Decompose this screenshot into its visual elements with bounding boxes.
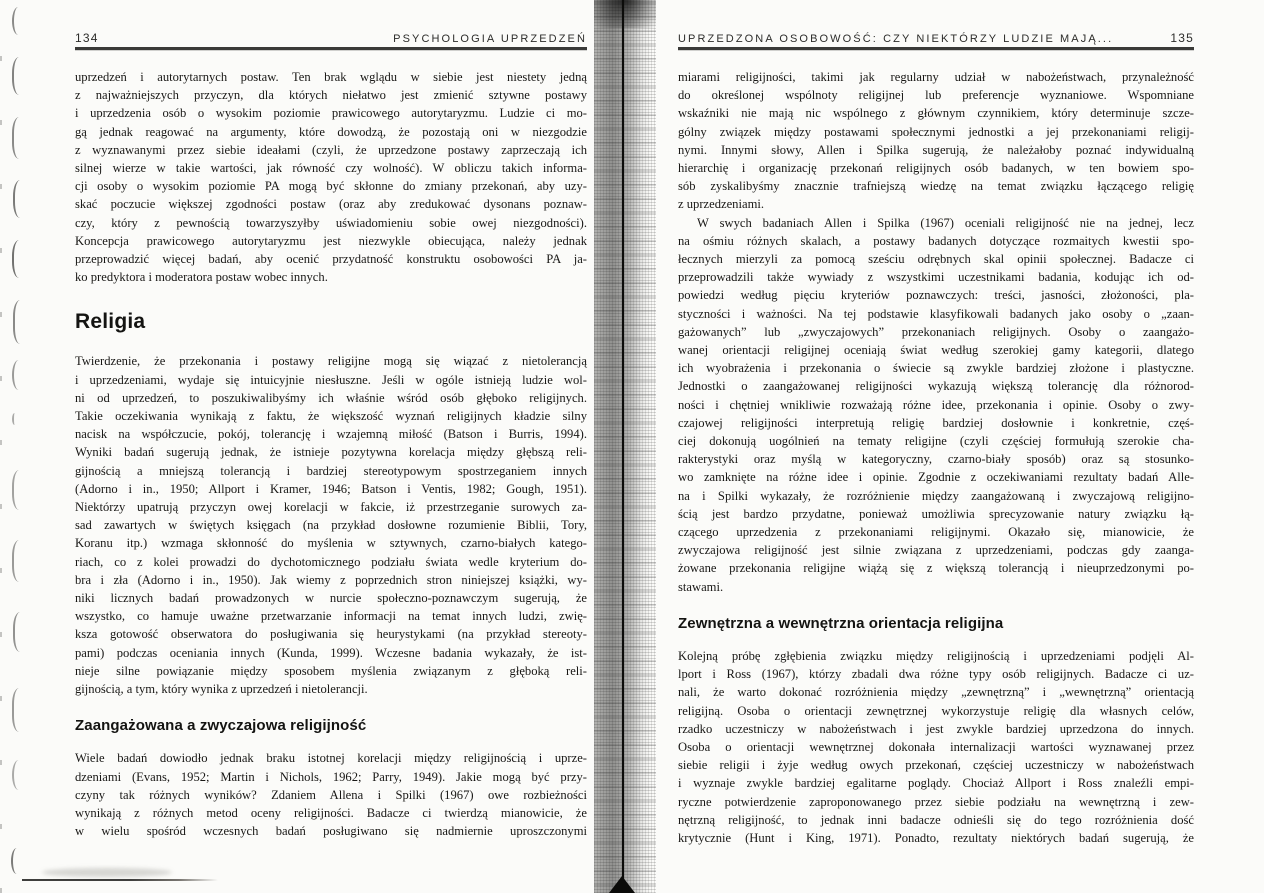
body-line: Kolejną próbę zgłębienia związku między religijnością i uprzedzeniami podjęli Al- (678, 648, 1194, 663)
body-line: rakterystyki oraz myślą w kategoryczny, czarno-biały sposób) oraz są stosunko- (678, 452, 1194, 467)
body-line: i uprzedzenia osób o wysokim poziomie prawicowego autorytaryzmu. Ludzie ci mo- (75, 106, 587, 121)
body-line: Koncepcja prawicowego autorytaryzmu jest niezwykle obiecująca, należy jednak (75, 233, 587, 248)
body-line: gólny związek między postawami społecznymi jednostki a jej przekonaniami religij- (678, 124, 1194, 139)
body-line: siebie religii i żyje według owych przekonań, częściej uczestniczy w nabożeństwach (678, 758, 1194, 773)
body-line: Wiele badań dowiodło jednak braku istotnej korelacji między religijnością i uprze- (75, 751, 587, 766)
paragraph (75, 68, 587, 286)
binding-shadow-bottom (609, 876, 635, 893)
body-line: ko predyktora i moderatora postaw wobec innych. (75, 270, 328, 285)
body-line: nętrzną religijność, to jednak inni badacze odnieśli się do tego rozróżnienia dość (678, 812, 1194, 827)
right-page-body (678, 68, 1194, 847)
body-line: Takie oczekiwania wynikają z faktu, że większość wyznań religijnych kładzie silny (75, 409, 587, 424)
body-line: gijnością, a tym, który wynika z uprzedzeń i nietolerancji. (75, 682, 368, 697)
body-line: (Adorno i in., 1950; Allport i Kramer, 1946; Batson i Ventis, 1982; Gough, 1951). (75, 481, 587, 496)
scan-edge-noise (0, 0, 2, 893)
body-line: bra i zła (Adorno i in., 1950). Jak wiemy z poprzednich stron niniejszej książki, wy- (75, 572, 587, 587)
body-line: ścią jest bardzo przydatne, ponieważ umożliwia sprecyzowanie natury związku łą- (678, 506, 1194, 521)
body-line: silnej wierze w takie wartości, jak równość czy wolność). W obliczu takich informa- (75, 161, 587, 176)
body-line: miarami religijności, takimi jak regularny udział w nabożeństwach, przynależność (678, 70, 1194, 84)
body-line: dzeniami (Evans, 1952; Martin i Nichols, 1962; Parry, 1949). Jakie mogą być przy- (75, 769, 587, 784)
body-line: Niektórzy upatrują przyczyn owej korelacji w fakcie, iż przestrzeganie surowych za- (75, 500, 587, 515)
body-line: gażowanych” lub „zwyczajowych” przekonaniach religijnych. Osoby o zaangażo- (678, 324, 1194, 339)
body-line: nymi. Innymi słowy, Allen i Spilka sugerują, że należałoby poznać indywidualną (678, 142, 1194, 157)
scan-edge-mark (12, 540, 23, 582)
body-line: czyny tak różnych wyników? Zdaniem Allena i Spilki (1967) owe rozbieżności (75, 787, 587, 802)
section-heading: Religia (75, 310, 146, 334)
body-line: wskaźniki nie mają nic wspólnego z głównym czynnikiem, który determinuje szcze- (678, 106, 1194, 121)
body-line: żowane przekonania religijne wiążą się z większą tolerancją i nieuprzedzonymi po- (678, 561, 1194, 576)
body-line: wynikają z różnych metod oceny religijności. Badacze ci twierdzą mianowicie, że (75, 805, 587, 820)
body-line: ich wyobrażenia i przekonania o świecie są zwykle bardziej złożone i plastyczne. (678, 361, 1194, 376)
left-page (75, 0, 587, 840)
body-line: z uprzedzeniami. (678, 197, 765, 212)
body-line: wszystko, co hamuje uważne przetwarzanie informacji na temat innych ludzi, zwię- (75, 609, 587, 624)
scan-bottom-rule (22, 879, 218, 881)
scan-edge-mark (13, 612, 24, 652)
body-line: Koranu itp.) wzmaga skłonność do myślenia w sztywnych, czarno-białych katego- (75, 536, 587, 551)
body-line: i wyznaje zwykle bardziej egalitarne poglądy. Chociaż Allport i Ross znaleźli empi- (678, 776, 1194, 791)
body-line: riach, co z kolei prowadzi do dychotomicznego podziału świata wedle kryterium do- (75, 554, 587, 569)
body-line: z wyznawanymi przez siebie ideałami (czyli, że uprzedzone postawy zaprzeczają ich (75, 142, 587, 157)
body-line: ciej dokonują uogólnień na tematy religijne (czyli częściej formułują szerokie cha- (678, 434, 1194, 449)
scan-edge-mark (12, 57, 23, 95)
right-page (678, 0, 1194, 847)
body-line: nacisk na współczucie, pokój, tolerancję i wzajemną miłość (Batson i Burris, 1994). (75, 427, 587, 442)
body-line: gijnością a mniejszą tolerancją i bardziej stereotypowym spostrzeganiem innych (75, 463, 587, 478)
body-line: niki licznych badań prowadzonych w nurcie społeczno-poznawczym sugerują, że (75, 591, 587, 606)
paragraph (75, 749, 587, 840)
body-line: rzadko uczestniczy w nabożeństwach i jest zwykle bardziej uprzedzona do innych. (678, 721, 1194, 736)
body-line: z najważniejszych przyczyn, dla których niełatwo jest zmienić sztywne postawy (75, 88, 587, 103)
body-line: ności i chętniej wnikliwie rozważają różne idee, przekonania i opinie. Osoby o zwy- (678, 397, 1194, 412)
scan-edge-mark (12, 688, 23, 732)
right-page-header (678, 0, 1194, 51)
body-line: na ośmiu różnych skalach, a postawy badanych dotyczące rozmaitych kwestii spo- (678, 233, 1194, 248)
subsection-heading: Zewnętrzna a wewnętrzna orientacja religijna (678, 614, 1004, 632)
body-line: cji osoby o wysokim poziomie PA mogą być skłonne do zmiany przekonań, aby uzy- (75, 179, 587, 194)
body-line: religijną. Osoba o orientacji zewnętrznej wykorzystuje religię dla własnych celów, (678, 703, 1194, 718)
body-line: ryczne potwierdzenie zaproponowanego przez siebie podziału na wewnętrzną i zew- (678, 794, 1194, 809)
body-line: czajowej religijności interpretują religię bardziej dosłownie i konkretnie, częś- (678, 415, 1194, 430)
body-line: do określonej wspólnoty religijnej lub preferencje wyznaniowe. Wspomniane (678, 88, 1194, 103)
paragraph (75, 352, 587, 698)
body-line: W swych badaniach Allen i Spilka (1967) oceniali religijność nie na jednej, lecz (697, 215, 1194, 230)
body-line: krytycznie (Hunt i King, 1971). Ponadto, rezultaty niektórych badań sugerują, że (678, 830, 1194, 845)
body-line: w wielu spośród wczesnych badań posługiwano się nadmiernie uproszczonymi (75, 824, 587, 839)
body-line: wo zamknięte na różne idee i opinie. Zgodnie z oczekiwaniami rezultaty badań Alle- (678, 470, 1194, 485)
body-line: uprzedzeń i autorytarnych postaw. Ten brak wglądu w siebie jest niestety jedną (75, 70, 587, 84)
paragraph (678, 68, 1194, 214)
left-page-header (75, 0, 587, 51)
scan-edge-mark (12, 360, 23, 390)
book-binding-gutter (594, 0, 656, 893)
body-line: na i Spilki wykazały, że rozróżnienie między zaangażowaną i zwyczajową religijno- (678, 488, 1194, 503)
paragraph (678, 647, 1194, 847)
body-line: Jednostki o zaangażowanej religijności wykazują większą tolerancję dla różnorod- (678, 379, 1194, 394)
binding-spine-line (622, 0, 624, 893)
body-line: czącego uprzedzenia z przekonaniami religijnymi. Okazało się, mianowicie, że (678, 525, 1194, 540)
body-line: nali, że warto dokonać rozróżnienia między „zewnętrzną” i „wewnętrzną” orientacją (678, 685, 1194, 700)
body-line: Wyniki badań sugerują jednak, że istnieje pozytywna korelacja między głębszą reli- (75, 445, 587, 460)
body-line: ni od uprzedzeń, to poszukiwalibyśmy ich właśnie wśród osób głęboko religijnych. (75, 390, 587, 405)
scan-edge-mark (13, 180, 24, 218)
page-number: 134 (75, 31, 99, 45)
body-line: zwyczajowa religijność jest silnie związana z uprzedzeniami, podczas gdy zaanga- (678, 543, 1194, 558)
body-line: sób zyskalibyśmy znacznie trafniejszą wiedzę na temat związku łączącego religię (678, 179, 1194, 194)
body-line: stawami. (678, 579, 724, 594)
body-line: Osoba o orientacji wewnętrznej dokonała internalizacji wartości wyznawanej przez (678, 739, 1194, 754)
running-head: PSYCHOLOGIA UPRZEDZEŃ (393, 33, 587, 45)
body-line: ksza gotowość obserwatora do posługiwania się heurystykami (na przykład stereoty- (75, 627, 587, 642)
scan-edge-mark (13, 300, 24, 344)
body-line: powiedzi według pięciu kryteriów poznawczych: treści, jasności, złożoności, pla- (678, 288, 1194, 303)
body-line: sad zawartych w świętych księgach (na przykład dosłowne rozumienie Biblii, Tory, (75, 518, 587, 533)
body-line: styczności i ważności. Na tej podstawie klasyfikowali badanych jako osoby o „zaan- (678, 306, 1194, 321)
body-line: i uprzedzeniami, wydaje się intuicyjnie niesłuszne. Jeśli w ogóle istnieją ludzie wol- (75, 372, 587, 387)
body-line: nieje silne powiązanie między sposobem myślenia związanym z głęboką reli- (75, 663, 587, 678)
subsection-heading: Zaangażowana a zwyczajowa religijność (75, 717, 367, 735)
scan-edge-mark (12, 240, 23, 278)
body-line: przeprowadzić więcej badań, aby ocenić przydatność konstruktu osobowości PA ja- (75, 252, 587, 267)
left-page-body (75, 68, 587, 840)
paragraph (678, 214, 1194, 596)
scan-edge-mark (12, 117, 23, 159)
body-line: Twierdzenie, że przekonania i postawy religijne mogą się wiązać z nietolerancją (75, 354, 587, 369)
scan-edge-mark (12, 760, 23, 790)
scan-edge-mark (12, 413, 23, 425)
body-line: skać poczucie większej zgodności postaw (oraz aby zredukować dysonans poznaw- (75, 197, 587, 212)
running-head: UPRZEDZONA OSOBOWOŚĆ: CZY NIEKTÓRZY LUDZIE MAJĄ... (678, 33, 1114, 45)
body-line: przeprowadzili także wywiady z wszystkimi uczestnikami badania, kodując ich od- (678, 270, 1194, 285)
scan-edge-mark (11, 848, 22, 874)
binding-shadow-top (594, 0, 656, 28)
body-line: lport i Ross (1967), którzy zbadali dwa różne typy osób religijnych. Badacze ci uz- (678, 667, 1194, 682)
body-line: pami) podczas oceniania innych (Kunda, 1999). Wczesne badania wykazały, że ist- (75, 645, 587, 660)
scan-edge-mark (12, 7, 23, 35)
body-line: łecznych mierzyli za pomocą sześciu odrębnych skal opinii społecznej. Badacze ci (678, 252, 1194, 267)
body-line: hierarchię i organizację przekonań religijnych osób badanych, w ten bowiem spo- (678, 161, 1194, 176)
body-line: gą jednak reagować na argumenty, które dowodzą, że pozostają oni w niezgodzie (75, 124, 587, 139)
scan-smudge (42, 868, 172, 877)
page-number: 135 (1170, 31, 1194, 45)
body-line: czy, który z pewnością towarzyszyłby uświadomieniu sobie owej niezgodności). (75, 215, 587, 230)
body-line: wanej orientacji religijnej oceniają świat według szerokiej gamy kategorii, dlatego (678, 343, 1194, 358)
scan-edge-mark (12, 470, 23, 510)
